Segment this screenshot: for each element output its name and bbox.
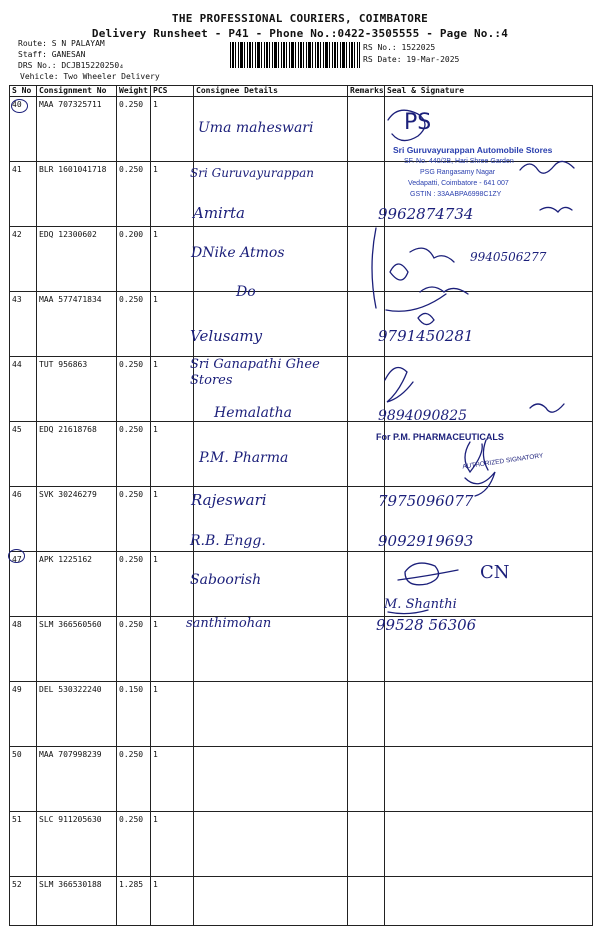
sno-cell: 46: [10, 487, 37, 552]
circled-serial-mark: [8, 549, 25, 563]
consignee-cell: [194, 812, 348, 877]
pcs-cell: 1: [151, 617, 194, 682]
remarks-cell: [348, 292, 385, 357]
consignment-cell: TUT 956863: [37, 357, 117, 422]
handwritten-consignee: Saboorish: [190, 572, 262, 588]
sno-cell: 47: [10, 552, 37, 617]
handwritten-consignee: Sri Ganapathi Ghee Stores: [190, 357, 320, 388]
table-row: [10, 292, 593, 357]
pcs-cell: 1: [151, 357, 194, 422]
signature-cell: [385, 747, 593, 812]
weight-cell: 0.150: [117, 682, 151, 747]
runsheet-title: Delivery Runsheet - P41 - Phone No.:0422-3505555 - Page No.:4: [91, 27, 509, 40]
consignment-cell: BLR 1601041718: [37, 162, 117, 227]
col-pcs: PCS: [151, 86, 194, 97]
consignment-cell: MAA 707998239: [37, 747, 117, 812]
remarks-cell: [348, 97, 385, 162]
consignment-cell: SLM 366530188: [37, 877, 117, 926]
weight-cell: 0.250: [117, 552, 151, 617]
signature-phone: 9092919693: [378, 532, 474, 550]
drs-number: DRS No.: DCJB15220250₄: [18, 61, 124, 70]
signature-cell: [385, 292, 593, 357]
col-remarks: Remarks: [348, 86, 385, 97]
consignment-cell: DEL 530322240: [37, 682, 117, 747]
weight-cell: 0.250: [117, 422, 151, 487]
consignment-cell: SVK 30246279: [37, 487, 117, 552]
remarks-cell: [348, 747, 385, 812]
circled-serial-mark: [11, 99, 28, 113]
handwritten-consignee: Amirta: [193, 204, 245, 222]
vehicle-label: Vehicle: Two Wheeler Delivery: [20, 72, 160, 81]
handwritten-consignee: P.M. Pharma: [199, 450, 289, 466]
stamp-authorized-signatory: AUTHORIZED SIGNATORY: [461, 452, 544, 471]
weight-cell: 0.250: [117, 357, 151, 422]
sno-cell: 42: [10, 227, 37, 292]
sno-cell: 49: [10, 682, 37, 747]
signature-cell: [385, 682, 593, 747]
weight-cell: 0.250: [117, 97, 151, 162]
signature-phone: 9791450281: [378, 327, 474, 345]
remarks-cell: [348, 682, 385, 747]
signature-cell: [385, 812, 593, 877]
table-row: [10, 747, 593, 812]
stamp-shop-name: Sri Guruvayurappan Automobile Stores: [393, 145, 553, 155]
handwritten-consignee: Uma maheswari: [198, 120, 314, 136]
consignee-cell: [194, 877, 348, 926]
signature-text: PS: [404, 110, 432, 135]
signature-phone: 7975096077: [378, 492, 474, 510]
pcs-cell: 1: [151, 422, 194, 487]
handwritten-consignee: Do: [236, 284, 256, 300]
signature-cell: [385, 877, 593, 926]
staff-label: Staff: GANESAN: [18, 50, 86, 59]
rs-date: RS Date: 19-Mar-2025: [363, 55, 460, 64]
remarks-cell: [348, 227, 385, 292]
stamp-gstin: GSTIN : 33AABPA6998C1ZY: [410, 191, 502, 198]
sno-cell: 50: [10, 747, 37, 812]
sno-cell: 52: [10, 877, 37, 926]
stamp-address-line: Vedapatti, Coimbatore - 641 007: [408, 180, 509, 187]
weight-cell: 0.250: [117, 812, 151, 877]
weight-cell: 1.285: [117, 877, 151, 926]
consignee-cell: [194, 682, 348, 747]
remarks-cell: [348, 552, 385, 617]
sno-cell: 51: [10, 812, 37, 877]
col-sno: S No: [10, 86, 37, 97]
sno-cell: 44: [10, 357, 37, 422]
weight-cell: 0.250: [117, 617, 151, 682]
weight-cell: 0.200: [117, 227, 151, 292]
table-row: [10, 617, 593, 682]
sno-cell: 45: [10, 422, 37, 487]
consignee-cell: [194, 292, 348, 357]
handwritten-consignee: Rajeswari: [191, 491, 267, 509]
signature-phone: 99528 56306: [376, 616, 477, 634]
weight-cell: 0.250: [117, 747, 151, 812]
pcs-cell: 1: [151, 162, 194, 227]
pcs-cell: 1: [151, 877, 194, 926]
handwritten-consignee: Velusamy: [190, 327, 263, 345]
consignment-cell: SLM 366560560: [37, 617, 117, 682]
pcs-cell: 1: [151, 227, 194, 292]
sno-cell: 48: [10, 617, 37, 682]
consignment-cell: MAA 577471834: [37, 292, 117, 357]
col-signature: Seal & Signature: [385, 86, 593, 97]
handwritten-consignee: Hemalatha: [214, 405, 292, 421]
consignment-cell: MAA 707325711: [37, 97, 117, 162]
stamp-address-line: PSG Rangasamy Nagar: [420, 169, 496, 176]
col-consignment: Consignment No: [37, 86, 117, 97]
company-title: THE PROFESSIONAL COURIERS, COIMBATORE: [171, 12, 429, 25]
remarks-cell: [348, 812, 385, 877]
remarks-cell: [348, 877, 385, 926]
signature-text: CN: [480, 562, 510, 583]
consignee-cell: [194, 747, 348, 812]
handwritten-consignee: DNike Atmos: [191, 245, 285, 261]
pcs-cell: 1: [151, 682, 194, 747]
weight-cell: 0.250: [117, 487, 151, 552]
pcs-cell: 1: [151, 812, 194, 877]
handwritten-consignee: Sri Guruvayurappan: [190, 166, 314, 180]
pcs-cell: 1: [151, 292, 194, 357]
pcs-cell: 1: [151, 552, 194, 617]
table-row: [10, 812, 593, 877]
route-label: Route: S N PALAYAM: [18, 39, 105, 48]
sno-cell: 41: [10, 162, 37, 227]
table-header-row: [10, 86, 593, 97]
pcs-cell: 1: [151, 487, 194, 552]
weight-cell: 0.250: [117, 292, 151, 357]
consignment-cell: EDQ 12300602: [37, 227, 117, 292]
signature-phone: 9894090825: [378, 408, 468, 424]
col-consignee: Consignee Details: [194, 86, 348, 97]
table-row: [10, 682, 593, 747]
stamp-address-line: SF. No. 440/2B, Hari Shree Garden: [404, 158, 514, 165]
sno-cell: 40: [10, 97, 37, 162]
consignment-cell: EDQ 21618768: [37, 422, 117, 487]
table-row: [10, 422, 593, 487]
stamp-pharma-name: For P.M. PHARMACEUTICALS: [376, 432, 504, 442]
handwritten-consignee: santhimohan: [186, 616, 272, 631]
consignment-cell: APK 1225162: [37, 552, 117, 617]
barcode: [230, 42, 360, 68]
table-row: [10, 877, 593, 926]
pcs-cell: 1: [151, 97, 194, 162]
col-weight: Weight: [117, 86, 151, 97]
sno-cell: 43: [10, 292, 37, 357]
signature-phone: 9940506277: [470, 250, 547, 264]
weight-cell: 0.250: [117, 162, 151, 227]
signature-name: M. Shanthi: [384, 597, 457, 612]
consignment-cell: SLC 911205630: [37, 812, 117, 877]
rs-number: RS No.: 1522025: [363, 43, 436, 52]
handwritten-consignee: R.B. Engg.: [190, 533, 266, 549]
signature-phone: 9962874734: [378, 205, 474, 223]
pcs-cell: 1: [151, 747, 194, 812]
table-row: [10, 487, 593, 552]
